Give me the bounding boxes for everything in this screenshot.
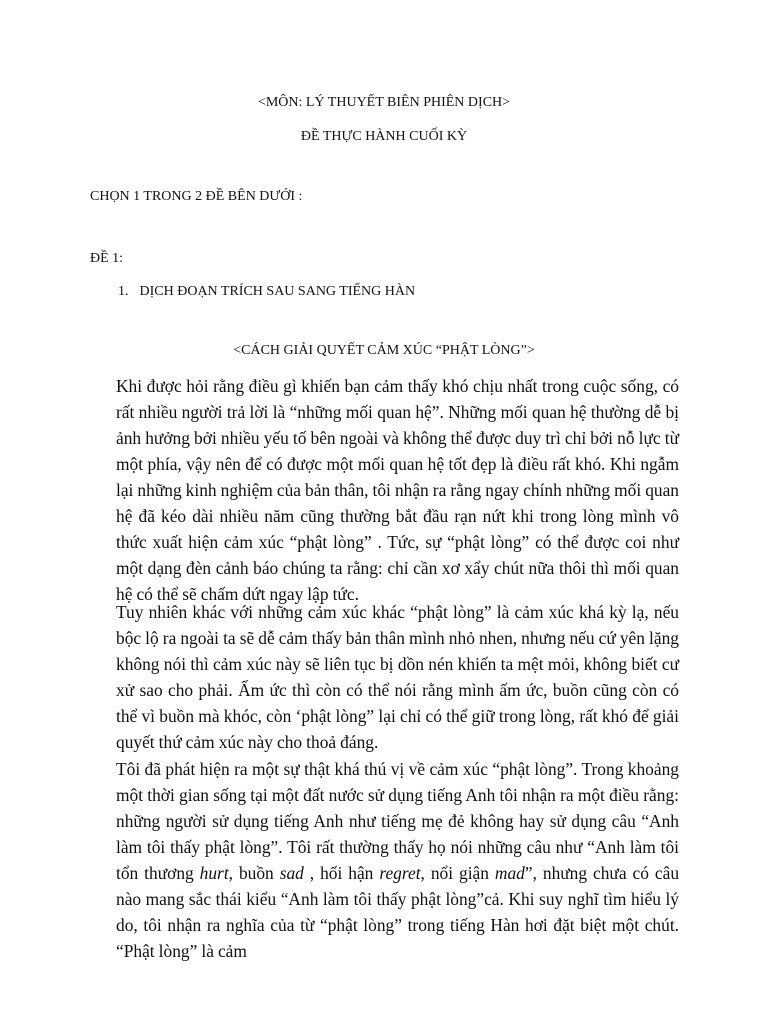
exam-title: ĐỀ THỰC HÀNH CUỐI KỲ: [300, 129, 468, 144]
instruction-text: CHỌN 1 TRONG 2 ĐỀ BÊN DƯỚI :: [90, 189, 303, 204]
word-regret: regret: [379, 863, 421, 883]
paragraph-3-part-a: Tôi đã phát hiện ra một sự thật khá thú vị về cảm xúc “phật lòng”. Trong khoảng một thời gian sống tại một đất nước sử dụng tiếng Anh tôi nhận ra một điều rằng: những người sử dụng tiếng Anh như tiếng mẹ đẻ không hay sử dụng câu “Anh làm tôi thấy phật lòng”. Tôi rất thường thấy họ nói những câu như “Anh làm tôi tổn thương: [116, 759, 679, 883]
paragraph-3-part-c: , hối hận: [303, 863, 380, 883]
paragraph-2: Tuy nhiên khác với những cảm xúc khác “phật lòng” là cảm xúc khá kỳ lạ, nếu bộc lộ ra ngoài ta sẽ dễ cảm thấy bản thân mình nhỏ nhen, nhưng nếu cứ yên lặng không nói thì cảm xúc này sẽ liên tục bị dồn nén khiến ta mệt mỏi, không biết cư xử sao cho phải. Ấm ức thì còn có thể nói rằng mình ấm ức, buồn cũng còn có thể vì buồn mà khóc, còn ‘phật lòng” lại chỉ có thể giữ trong lòng, rất khó để giải quyết thứ cảm xúc này cho thoả đáng.: [116, 602, 679, 752]
paragraph-3: [116, 756, 679, 964]
paragraph-3-part-b: , buồn: [228, 863, 280, 883]
passage-title: <CÁCH GIẢI QUYẾT CẢM XÚC “PHẬT LÒNG”>: [233, 343, 535, 358]
task-item-number: 1.: [118, 284, 129, 299]
word-mad: mad: [494, 863, 525, 883]
task-item-text: DỊCH ĐOẠN TRÍCH SAU SANG TIẾNG HÀN: [139, 284, 416, 299]
word-sad: sad: [279, 863, 304, 883]
paragraph-3-part-d: , nổi giận: [420, 863, 495, 883]
paragraph-3-part-e: ”, nhưng chưa có câu nào mang sắc thái kiểu “Anh làm tôi thấy phật lòng”cả. Khi suy nghĩ tìm hiểu lý do, tôi nhận ra nghĩa của từ “phật lòng” trong tiếng Hàn hơi đặt biệt một chút. “Phật lòng” là cảm: [116, 863, 680, 961]
word-hurt: hurt: [199, 863, 229, 883]
task-item: [118, 283, 415, 301]
paragraph-1: Khi được hỏi rằng điều gì khiến bạn cảm thấy khó chịu nhất trong cuộc sống, có rất nhiều người trả lời là “những mối quan hệ”. Những mối quan hệ thường dễ bị ảnh hưởng bởi nhiều yếu tố bên ngoài và không thể được duy trì chỉ bởi nỗ lực từ một phía, vậy nên để có được một mối quan hệ tốt đẹp là điều rất khó. Khi ngẫm lại những kinh nghiệm của bản thân, tôi nhận ra rằng ngay chính những mối quan hệ đã kéo dài nhiều năm cũng thường bắt đầu rạn nứt khi trong lòng mình vô thức xuất hiện cảm xúc “phật lòng” . Tức, sự “phật lòng” có thể được coi như một dạng đèn cảnh báo chúng ta rằng: chỉ cần xơ xẩy chút nữa thôi thì mối quan hệ có thể sẽ chấm dứt ngay lập tức.: [116, 376, 679, 604]
course-title: <MÔN: LÝ THUYẾT BIÊN PHIÊN DỊCH>: [257, 95, 511, 110]
section-label: ĐỀ 1:: [90, 251, 124, 266]
